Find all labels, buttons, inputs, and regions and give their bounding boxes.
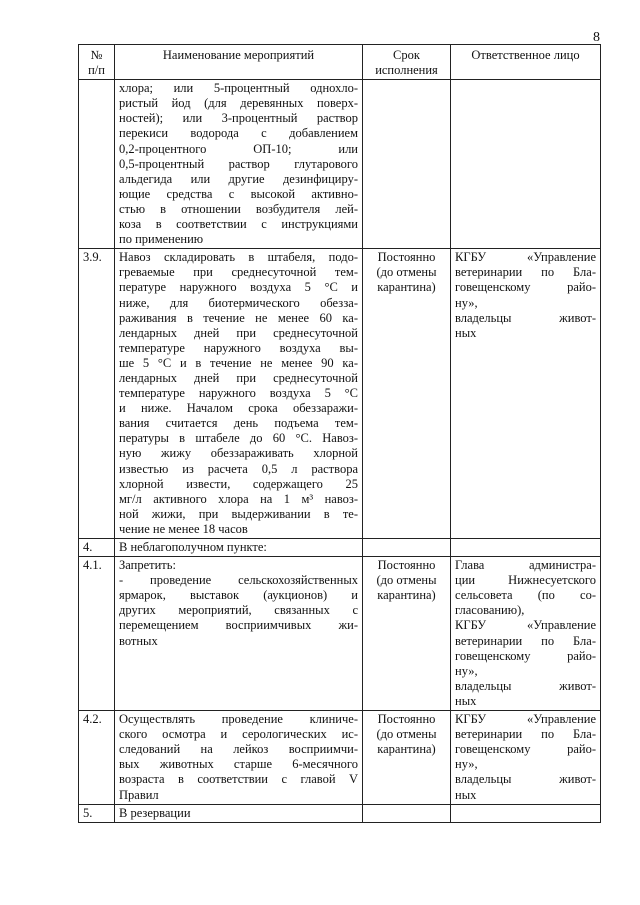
- responsible-text-line: ну»,: [455, 295, 478, 310]
- row-number: 5.: [83, 805, 93, 820]
- responsible-text-line: гласованию),: [455, 603, 525, 618]
- measure-text-line: лендарных дней при среднесуточной: [119, 370, 358, 385]
- table-row: [79, 804, 601, 822]
- responsible-text-line: КГБУ «Управление: [455, 618, 596, 633]
- measure-text-line: раживания в течение не менее 60 ка-: [119, 310, 358, 325]
- table-row: [79, 249, 601, 539]
- responsible-text-line: владельцы живот-: [455, 310, 596, 325]
- measure-name-cell: [115, 249, 363, 539]
- measure-text-line: коза в соответствии с инструкциями: [119, 217, 358, 232]
- responsible-text-line: говещенскому райо-: [455, 280, 596, 295]
- deadline-cell: [363, 804, 451, 822]
- measures-table: [78, 44, 601, 823]
- measure-text-line: возраста в соответствии с главой V: [119, 772, 358, 787]
- measure-name-cell: [115, 539, 363, 557]
- responsible-cell: [451, 557, 601, 711]
- measure-text-line: В неблагополучном пункте:: [119, 540, 267, 554]
- measure-name-cell: [115, 804, 363, 822]
- measure-text-line: - проведение сельскохозяйственных: [119, 573, 358, 588]
- responsible-cell: [451, 711, 601, 805]
- measure-text-line: температуре наружного воздуха вы-: [119, 340, 358, 355]
- header-responsible-line: Ответственное лицо: [471, 48, 580, 62]
- measure-text-line: ше 5 °С и в течение не менее 90 ка-: [119, 355, 358, 370]
- responsible-text-line: сельсовета (по со-: [455, 588, 596, 603]
- measure-text-line: пературы в штабеле до 60 °С. Навоз-: [119, 431, 358, 446]
- header-name-line: Наименование мероприятий: [162, 48, 315, 62]
- measure-text-line: пературе наружного воздуха 5 °С и: [119, 280, 358, 295]
- measure-text-line: чение не менее 18 часов: [119, 521, 248, 536]
- deadline-text-line: карантина): [377, 280, 436, 295]
- row-number: 4.2.: [83, 712, 102, 727]
- measure-text-line: ную жижу обеззараживать хлорной: [119, 446, 358, 461]
- responsible-cell: [451, 804, 601, 822]
- measure-text-line: хлора; или 5-процентный однохло-: [119, 81, 358, 96]
- responsible-text-line: владельцы живот-: [455, 772, 596, 787]
- measure-text-line: стью в отношении возбудителя лей-: [119, 201, 358, 216]
- page-number: 8: [593, 30, 600, 45]
- measure-text-line: Осуществлять проведение клиниче-: [119, 712, 358, 727]
- measure-text-line: альдегида или другие дезинфициру-: [119, 171, 358, 186]
- measure-text-line: греваемые при среднесуточной тем-: [119, 265, 358, 280]
- measure-text-line: хлорной извести, содержащего 25: [119, 476, 358, 491]
- deadline-text-line: Постоянно: [377, 712, 436, 727]
- deadline-text-line: (до отмены: [376, 573, 437, 588]
- table-row: [79, 711, 601, 805]
- row-number: 3.9.: [83, 250, 102, 265]
- row-number: 4.1.: [83, 558, 102, 573]
- measure-text-line: следований на лейкоз восприимчи-: [119, 742, 358, 757]
- deadline-text-line: (до отмены: [376, 265, 437, 280]
- responsible-text-line: КГБУ «Управление: [455, 250, 596, 265]
- measure-text-line: перемещением восприимчивых жи-: [119, 618, 358, 633]
- deadline-text-line: Постоянно: [377, 558, 436, 573]
- measure-text-line: и ниже. Началом срока обеззаражи-: [119, 401, 358, 416]
- responsible-text-line: говещенскому райо-: [455, 742, 596, 757]
- measure-text-line: Запретить:: [119, 558, 176, 573]
- responsible-text-line: ну»,: [455, 663, 478, 678]
- measure-text-line: ского осмотра и серологических ис-: [119, 727, 358, 742]
- measure-text-line: 0,5-процентный раствор глутарового: [119, 156, 358, 171]
- deadline-text-line: карантина): [377, 588, 436, 603]
- measure-text-line: других мероприятий, связанных с: [119, 603, 358, 618]
- measure-name-cell: [115, 557, 363, 711]
- header-date-line: Срок: [393, 48, 420, 62]
- deadline-cell: [363, 80, 451, 249]
- measure-text-line: вотных: [119, 633, 158, 648]
- responsible-text-line: говещенскому райо-: [455, 648, 596, 663]
- measure-text-line: Навоз складировать в штабеля, подо-: [119, 250, 358, 265]
- measure-text-line: мг/л активного хлора на 1 м³ навоз-: [119, 491, 358, 506]
- measure-text-line: известью из расчета 0,5 л раствора: [119, 461, 358, 476]
- row-number-cell: [79, 80, 115, 249]
- row-number-cell: [79, 557, 115, 711]
- responsible-text-line: ветеринарии по Бла-: [455, 633, 596, 648]
- row-number: 4.: [83, 540, 93, 554]
- table-row: [79, 557, 601, 711]
- row-number-cell: [79, 804, 115, 822]
- header-responsible: [451, 45, 601, 80]
- measure-text-line: перекиси водорода с добавлением: [119, 126, 358, 141]
- table-header-row: [79, 45, 601, 80]
- header-num-line: №: [90, 48, 103, 62]
- deadline-cell: [363, 249, 451, 539]
- measure-text-line: В резервации: [119, 805, 191, 820]
- measure-text-line: вания считается день подъема тем-: [119, 416, 358, 431]
- responsible-cell: [451, 539, 601, 557]
- row-number-cell: [79, 249, 115, 539]
- header-date-line: исполнения: [375, 63, 438, 78]
- measure-name-cell: [115, 711, 363, 805]
- measure-text-line: лендарных дней при среднесуточной: [119, 325, 358, 340]
- responsible-text-line: ну»,: [455, 757, 478, 772]
- measure-text-line: 0,2-процентного ОП-10; или: [119, 141, 358, 156]
- responsible-text-line: КГБУ «Управление: [455, 712, 596, 727]
- responsible-cell: [451, 249, 601, 539]
- responsible-text-line: ветеринарии по Бла-: [455, 727, 596, 742]
- responsible-text-line: ных: [455, 693, 477, 708]
- measure-text-line: ристый йод (для деревянных поверх-: [119, 96, 358, 111]
- deadline-cell: [363, 711, 451, 805]
- measure-text-line: ниже, для биотермического обезза-: [119, 295, 358, 310]
- deadline-cell: [363, 539, 451, 557]
- deadline-text-line: Постоянно: [377, 250, 436, 265]
- row-number-cell: [79, 539, 115, 557]
- measure-text-line: по применению: [119, 232, 204, 247]
- measure-text-line: ярмарок, выставок (аукционов) и: [119, 588, 358, 603]
- responsible-cell: [451, 80, 601, 249]
- header-date: [363, 45, 451, 80]
- responsible-text-line: ных: [455, 325, 477, 340]
- responsible-text-line: ветеринарии по Бла-: [455, 265, 596, 280]
- responsible-text-line: ных: [455, 787, 477, 802]
- deadline-cell: [363, 557, 451, 711]
- measure-text-line: температуре наружного воздуха 5 °С: [119, 386, 358, 401]
- responsible-text-line: владельцы живот-: [455, 678, 596, 693]
- table-row: [79, 80, 601, 249]
- deadline-text-line: карантина): [377, 742, 436, 757]
- header-num-line: п/п: [88, 63, 105, 78]
- responsible-text-line: Глава администра-: [455, 558, 596, 573]
- header-num: [79, 45, 115, 80]
- measure-name-cell: [115, 80, 363, 249]
- measure-text-line: ной жижи, при выдерживании в те-: [119, 506, 358, 521]
- measure-text-line: Правил: [119, 787, 159, 802]
- header-name: [115, 45, 363, 80]
- table-row: [79, 539, 601, 557]
- measure-text-line: ностей); или 3-процентный раствор: [119, 111, 358, 126]
- measure-text-line: вых животных старше 6-месячного: [119, 757, 358, 772]
- table-body: [79, 80, 601, 823]
- measure-text-line: ющие средства с высокой активно-: [119, 186, 358, 201]
- deadline-text-line: (до отмены: [376, 727, 437, 742]
- responsible-text-line: ции Нижнесуетского: [455, 573, 596, 588]
- row-number-cell: [79, 711, 115, 805]
